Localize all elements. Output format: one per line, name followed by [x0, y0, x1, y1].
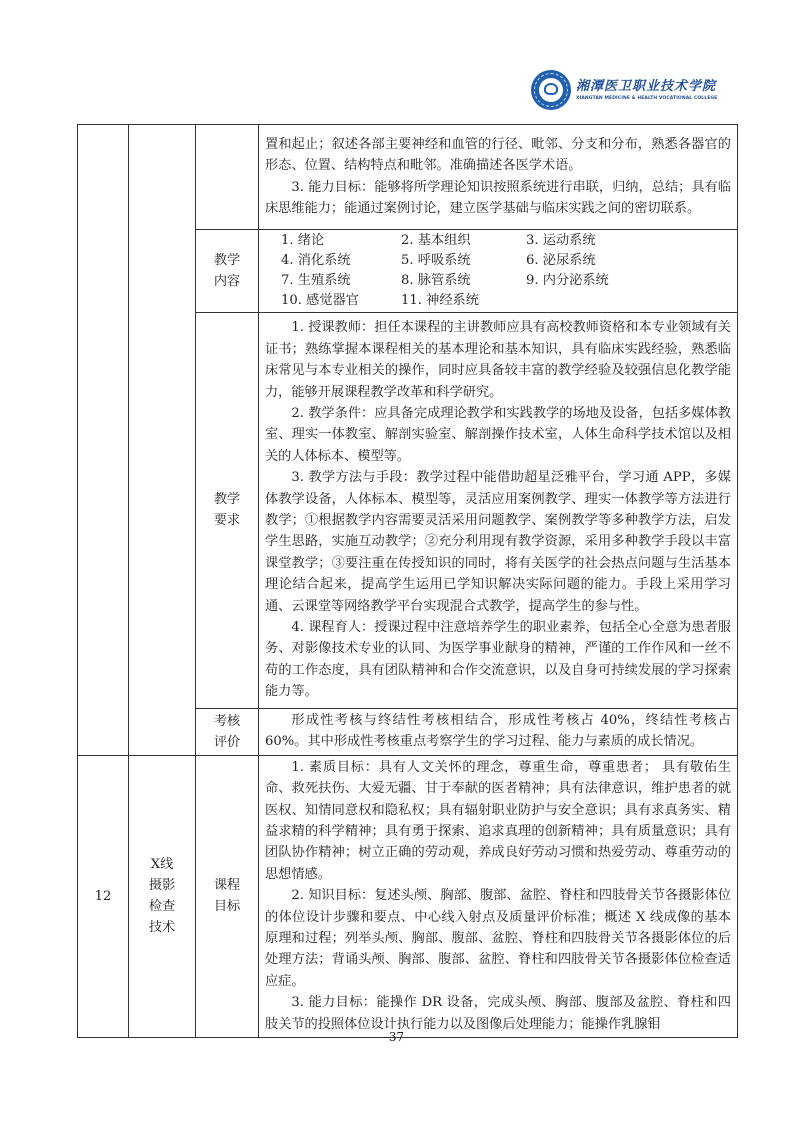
content-list-cell: [259, 230, 738, 313]
college-name-en: XIANGTAN MEDICINE & HEALTH VOCATIONAL COLLEGE: [576, 95, 718, 101]
page-number: 37: [388, 1030, 405, 1044]
requirement-paragraph: 4. 课程育人：授课过程中注意培养学生的职业素养，包括全心全意为患者服务、对影像技术专业的认同、为医学事业献身的精神，严谨的工作作风和一丝不苟的工作态度，具有团队精神和合作交流意识，以及自身可持续发展的学习探索能力等。: [265, 620, 731, 700]
requirement-paragraph: 3. 教学方法与手段：教学过程中能借助超星泛雅平台，学习通 APP，多媒体教学设备，人体标本、模型等，灵活应用案例教学、理实一体教学等方法进行教学；①根据教学内容需要灵活采用问题教学、案例教学等多种教学方法，启发学生思路，实施互动教学；②充分利用现有教学资源，采用多种教学手段以丰富课堂教学；③要注重在传授知识的同时，将有关医学的社会热点问题与生活基本理论结合起来，提高学生运用已学知识解决实际问题的能力。手段上采用学习通、云课堂等网络教学平台实现混合式教学，提高学生的参与性。: [265, 470, 731, 614]
content-item: 6. 泌尿系统: [526, 253, 596, 268]
requirement-paragraph: 2. 教学条件：应具备完成理论教学和实践教学的场地及设备，包括多媒体教室、理实一体教室、解剖实验室、解剖操作技术室，人体生命科学技术馆以及相关的人体标本、模型等。: [265, 405, 731, 464]
curriculum-table: [77, 124, 738, 1038]
content-item: 3. 运动系统: [526, 233, 596, 248]
content-item: 5. 呼吸系统: [401, 253, 471, 268]
goals-label-cell: [196, 755, 259, 1037]
table-row-course-12-goals: [78, 755, 738, 1037]
college-name-cn: 湘潭医卫职业技术学院: [576, 78, 717, 94]
content-label: 教学内容: [213, 252, 241, 289]
requirements-label-cell: [196, 313, 259, 709]
goals-label-cell: [196, 125, 259, 230]
assessment-label-cell: [196, 709, 259, 756]
requirements-content-cell: [259, 313, 738, 709]
content-list: [259, 231, 737, 311]
course-name: X线摄影检查技术: [148, 857, 176, 936]
content-item: 8. 脉管系统: [401, 273, 471, 288]
assessment-content-cell: [259, 709, 738, 756]
assessment-paragraph: 形成性考核与终结性考核相结合，形成性考核占 40%，终结性考核占 60%。其中形成性考核重点考察学生的学习过程、能力与素质的成长情况。: [265, 713, 731, 750]
content-item: 7. 生殖系统: [281, 273, 351, 288]
course-number: 12: [94, 888, 112, 904]
goals-paragraph: 3. 能力目标：能够将所学理论知识按照系统进行串联，归纳，总结；具有临床思维能力；能通过案例讨论，建立医学基础与临床实践之间的密切联系。: [265, 179, 731, 216]
goals-paragraph: 3. 能力目标：能操作 DR 设备，完成头颅、胸部、腹部及盆腔、脊柱和四肢关节的投照体位设计执行能力以及图像后处理能力；能操作乳腺钼: [265, 995, 731, 1032]
content-item: 1. 绪论: [281, 233, 325, 248]
course-number-cell: [78, 755, 129, 1037]
content-item: 2. 基本组织: [401, 233, 471, 248]
goals-label: 课程目标: [213, 878, 241, 915]
content-item: 10. 感觉器官: [281, 293, 359, 308]
content-label-cell: [196, 230, 259, 313]
content-item: 9. 内分泌系统: [526, 273, 609, 288]
assessment-label: 考核评价: [213, 713, 241, 750]
goals-content-cell: [259, 755, 738, 1037]
goals-paragraph: 1. 素质目标：具有人文关怀的理念，尊重生命，尊重患者； 具有敬佑生命、救死扶伤、大爱无疆、甘于奉献的医者精神；具有法律意识，维护患者的就医权、知情同意权和隐私权；具有辐射职业防护与安全意识；具有求真务实、精益求精的科学精神；具有勇于探索、追求真理的创新精神；具有质量意识；具有团队协作精神；树立正确的劳动观，养成良好劳动习惯和热爱劳动、尊重劳动的思想情感。: [265, 759, 731, 882]
goals-paragraph: 2. 知识目标：复述头颅、胸部、腹部、盆腔、脊柱和四肢骨关节各摄影体位的体位设计步骤和要点、中心线入射点及质量评价标准；概述 X 线成像的基本原理和过程；列举头颅、胸部、腹部、盆腔、脊柱和四肢骨关节各摄影体位的后处理方法；背诵头颅、胸部、腹部、盆腔、脊柱和四肢骨关节各摄影体位检查适应症。: [265, 888, 731, 989]
college-logo: [531, 70, 717, 110]
course-name-cell: [129, 755, 196, 1037]
course-name-cell: [129, 125, 196, 756]
content-item: 11. 神经系统: [401, 293, 479, 308]
table-row-course-goals-continued: [78, 125, 738, 230]
goals-paragraph: 置和起止；叙述各部主要神经和血管的行径、毗邻、分支和分布，熟悉各器官的形态、位置、结构特点和毗邻。准确描述各医学术语。: [265, 136, 731, 174]
course-number-cell: [78, 125, 129, 756]
college-emblem-icon: [531, 70, 571, 110]
content-item: 4. 消化系统: [281, 253, 351, 268]
requirements-label: 教学要求: [213, 492, 241, 529]
goals-content-cell: [259, 125, 738, 230]
requirement-paragraph: 1. 授课教师：担任本课程的主讲教师应具有高校教师资格和本专业领域有关证书；熟练掌握本课程相关的基本理论和基本知识，具有临床实践经验，熟悉临床常见与本专业相关的操作，同时应具备较丰富的教学经验及较强信息化教学能力，能够开展课程教学改革和科学研究。: [265, 320, 731, 400]
